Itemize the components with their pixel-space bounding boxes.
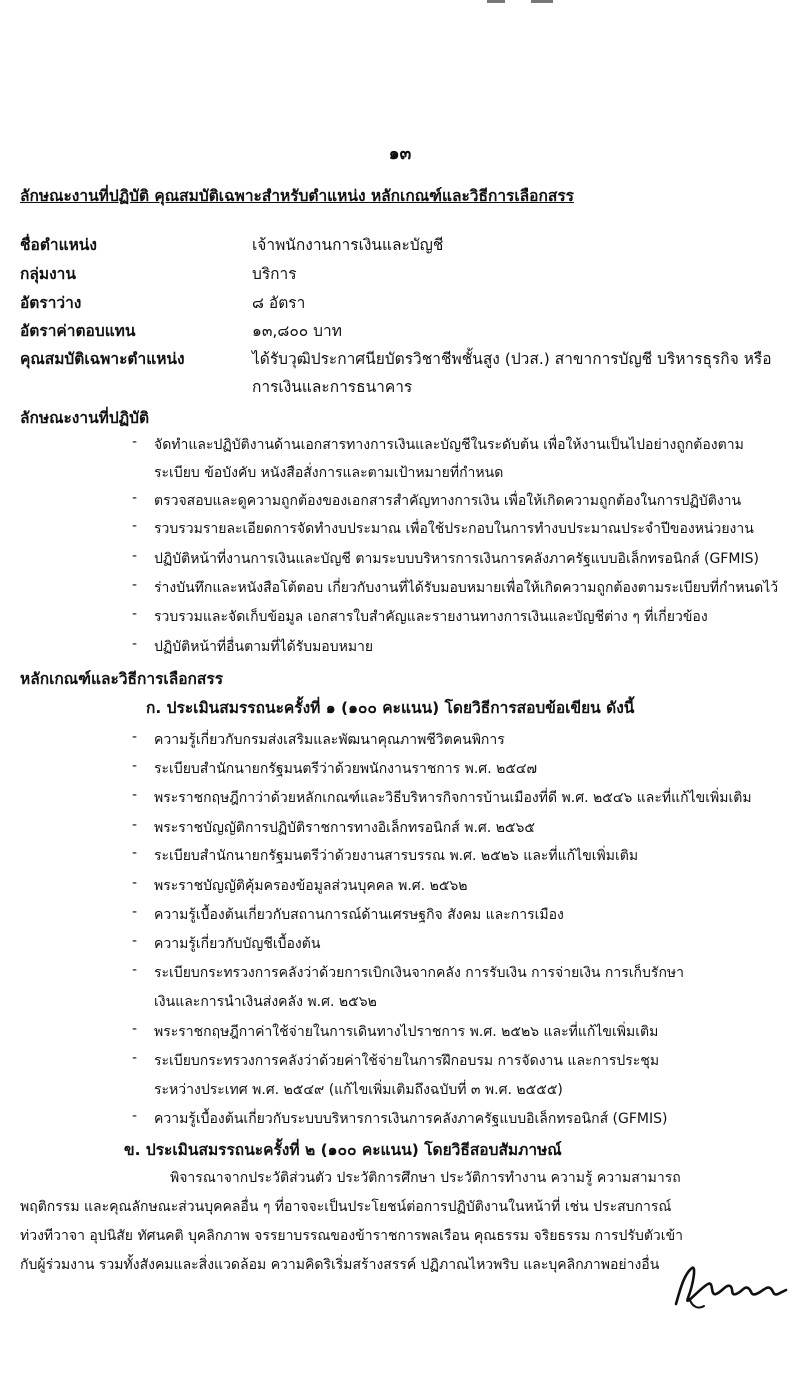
criteria-heading: หลักเกณฑ์และวิธีการเลือกสรร (20, 670, 224, 688)
duties-heading: ลักษณะงานที่ปฏิบัติ (20, 409, 150, 427)
scan-artifact (487, 0, 559, 6)
qualification-line-2: การเงินและการธนาคาร (252, 378, 413, 396)
round2-heading: ข. ประเมินสมรรถนะครั้งที่ ๒ (๑๐๐ คะแนน) โดยวิธีสอบสัมภาษณ์ (124, 1141, 562, 1159)
round2-paragraph-line: พิจารณาจากประวัติส่วนตัว ประวัติการศึกษา ประวัติการทำงาน ความรู้ ความสามารถ (170, 1170, 681, 1186)
round2-paragraph-line: ท่วงทีวาจา อุปนิสัย ทัศนคติ บุคลิกภาพ จรรยาบรรณของข้าราชการพลเรือน คุณธรรม จริยธรรม การปรับตัวเข้า (20, 1228, 683, 1244)
page-title: ลักษณะงานที่ปฏิบัติ คุณสมบัติเฉพาะสำหรับตำแหน่ง หลักเกณฑ์และวิธีการเลือกสรร (20, 187, 574, 205)
position-group-value: บริการ (252, 265, 297, 283)
qualification-line-1: ได้รับวุฒิประกาศนียบัตรวิชาชีพชั้นสูง (ปวส.) สาขาการบัญชี บริหารธุรกิจ หรือ (252, 350, 772, 368)
document-page: ๑๓ ลักษณะงานที่ปฏิบัติ คุณสมบัติเฉพาะสำหรับตำแหน่ง หลักเกณฑ์และวิธีการเลือกสรร ชื่อตำแหน่ง เจ้าพนักงานการเงินและบัญชี กลุ่มงาน บริการ อัตราว่าง ๘ อัตรา อัตราค่าตอบแทน ๑๓,๘๐๐ บาท คุณสมบัติเฉพาะตำแหน่ง ได้รับวุฒิประกาศนียบัตรวิชาชีพชั้นสูง (ปวส.) สาขาการบัญชี บริหารธุรกิจ หรือ การเงินและการธนาคาร ลักษณะงานที่ปฏิบัติ - จัดทำและปฏิบัติงานด้านเอกสารทางการเงินและบัญชีในระดับต้น เพื่อให้งานเป็นไปอย่างถูกต้องตาม ระเบียบ ข้อบังคับ หนังสือสั่งการและตามเป้าหมายที่กำหนด - ตรวจสอบและดูความถูกต้องของเอกสารสำคัญทางการเงิน เพื่อให้เกิดความถูกต้องในการปฏิบัติงาน - รวบรวมรายละเอียดการจัดทำงบประมาณ เพื่อใช้ประกอบในการทำงบประมาณประจำปีของหน่วยงาน - ปฏิบัติหน้าที่งานการเงินและบัญชี ตามระบบบริหารการเงินการคลังภาครัฐแบบอิเล็กทรอนิกส์ (GFMIS) - ร่างบันทึกและหนังสือโต้ตอบ เกี่ยวกับงานที่ได้รับมอบหมายเพื่อให้เกิดความถูกต้องตามระเบียบที่กำหนดไว้ - รวบรวมและจัดเก็บข้อมูล เอกสารใบสำคัญและรายงานทางการเงินและบัญชีต่าง ๆ ที่เกี่ยวข้อง - ปฏิบัติหน้าที่อื่นตามที่ได้รับมอบหมาย หลักเกณฑ์และวิธีการเลือกสรร ก. ประเมินสมรรถนะครั้งที่ ๑ (๑๐๐ คะแนน) โดยวิธีการสอบข้อเขียน ดังนี้ - ความรู้เกี่ยวกับกรมส่งเสริมและพัฒนาคุณภาพชีวิตคนพิการ - ระเบียบสำนักนายกรัฐมนตรีว่าด้วยพนักงานราชการ พ.ศ. ๒๕๔๗ - พระราชกฤษฎีกาว่าด้วยหลักเกณฑ์และวิธีบริหารกิจการบ้านเมืองที่ดี พ.ศ. ๒๕๔๖ และที่แก้ไขเพิ่มเติม - พระราชบัญญัติการปฏิบัติราชการทางอิเล็กทรอนิกส์ พ.ศ. ๒๕๖๕ - ระเบียบสำนักนายกรัฐมนตรีว่าด้วยงานสารบรรณ พ.ศ. ๒๕๒๖ และที่แก้ไขเพิ่มเติม - พระราชบัญญัติคุ้มครองข้อมูลส่วนบุคคล พ.ศ. ๒๕๖๒ - ความรู้เบื้องต้นเกี่ยวกับสถานการณ์ด้านเศรษฐกิจ สังคม และการเมือง - ความรู้เกี่ยวกับบัญชีเบื้องต้น - ระเบียบกระทรวงการคลังว่าด้วยการเบิกเงินจากคลัง การรับเงิน การจ่ายเงิน การเก็บรักษา เงินและการนำเงินส่งคลัง พ.ศ. ๒๕๖๒ - พระราชกฤษฎีกาค่าใช้จ่ายในการเดินทางไปราชการ พ.ศ. ๒๕๒๖ และที่แก้ไขเพิ่มเติม - ระเบียบกระทรวงการคลังว่าด้วยค่าใช้จ่ายในการฝึกอบรม การจัดงาน และการประชุม ระหว่างประเทศ พ.ศ. ๒๕๔๙ (แก้ไขเพิ่มเติมถึงฉบับที่ ๓ พ.ศ. ๒๕๕๕) - ความรู้เบื้องต้นเกี่ยวกับระบบบริหารการเงินการคลังภาครัฐแบบอิเล็กทรอนิกส์ (GFMIS) ข. ประเมินสมรรถนะครั้งที่ ๒ (๑๐๐ คะแนน) โดยวิธีสอบสัมภาษณ์ พิจารณาจากประวัติส่วนตัว ประวัติการศึกษา ประวัติการทำงาน ความรู้ ความสามารถ พฤติกรรม และคุณลักษณะส่วนบุคคลอื่น ๆ ที่อาจจะเป็นประโยชน์ต่อการปฏิบัติงานในหน้าที่ เช่น ประสบการณ์ ท่วงทีวาจา อุปนิสัย ทัศนคติ บุคลิกภาพ จรรยาบรรณของข้าราชการพลเรือน คุณธรรม จริยธรรม การปรับตัวเข้า กับผู้ร่วมงาน รวมทั้งสังคมและสิ่งแวดล้อม ความคิดริเริ่มสร้างสรรค์ ปฏิภาณไหวพริบ และบุคลิกภาพอย่างอื่น (0, 0, 800, 1397)
position-group-label: กลุ่มงาน (20, 265, 76, 283)
vacancy-value: ๘ อัตรา (252, 294, 306, 312)
duty-item-continued: ระเบียบ ข้อบังคับ หนังสือสั่งการและตามเป้าหมายที่กำหนด (154, 465, 504, 481)
round2-paragraph-line: พฤติกรรม และคุณลักษณะส่วนบุคคลอื่น ๆ ที่อาจจะเป็นประโยชน์ต่อการปฏิบัติงานในหน้าที่ เช่น ประสบการณ์ (20, 1199, 672, 1215)
salary-value: ๑๓,๘๐๐ บาท (252, 322, 342, 340)
round1-item-continued: เงินและการนำเงินส่งคลัง พ.ศ. ๒๕๖๒ (154, 994, 377, 1010)
round1-heading: ก. ประเมินสมรรถนะครั้งที่ ๑ (๑๐๐ คะแนน) โดยวิธีการสอบข้อเขียน ดังนี้ (146, 699, 635, 717)
vacancy-label: อัตราว่าง (20, 294, 82, 312)
signature-icon (670, 1260, 790, 1316)
qualification-label: คุณสมบัติเฉพาะตำแหน่ง (20, 350, 185, 368)
round1-item-continued: ระหว่างประเทศ พ.ศ. ๒๕๔๙ (แก้ไขเพิ่มเติมถึงฉบับที่ ๓ พ.ศ. ๒๕๕๕) (154, 1082, 563, 1098)
position-name-label: ชื่อตำแหน่ง (20, 236, 97, 254)
round2-paragraph-line: กับผู้ร่วมงาน รวมทั้งสังคมและสิ่งแวดล้อม ความคิดริเริ่มสร้างสรรค์ ปฏิภาณไหวพริบ และบุคลิกภาพอย่างอื่น (20, 1257, 660, 1273)
salary-label: อัตราค่าตอบแทน (20, 322, 136, 340)
position-name-value: เจ้าพนักงานการเงินและบัญชี (252, 236, 444, 254)
page-number: ๑๓ (388, 144, 412, 164)
